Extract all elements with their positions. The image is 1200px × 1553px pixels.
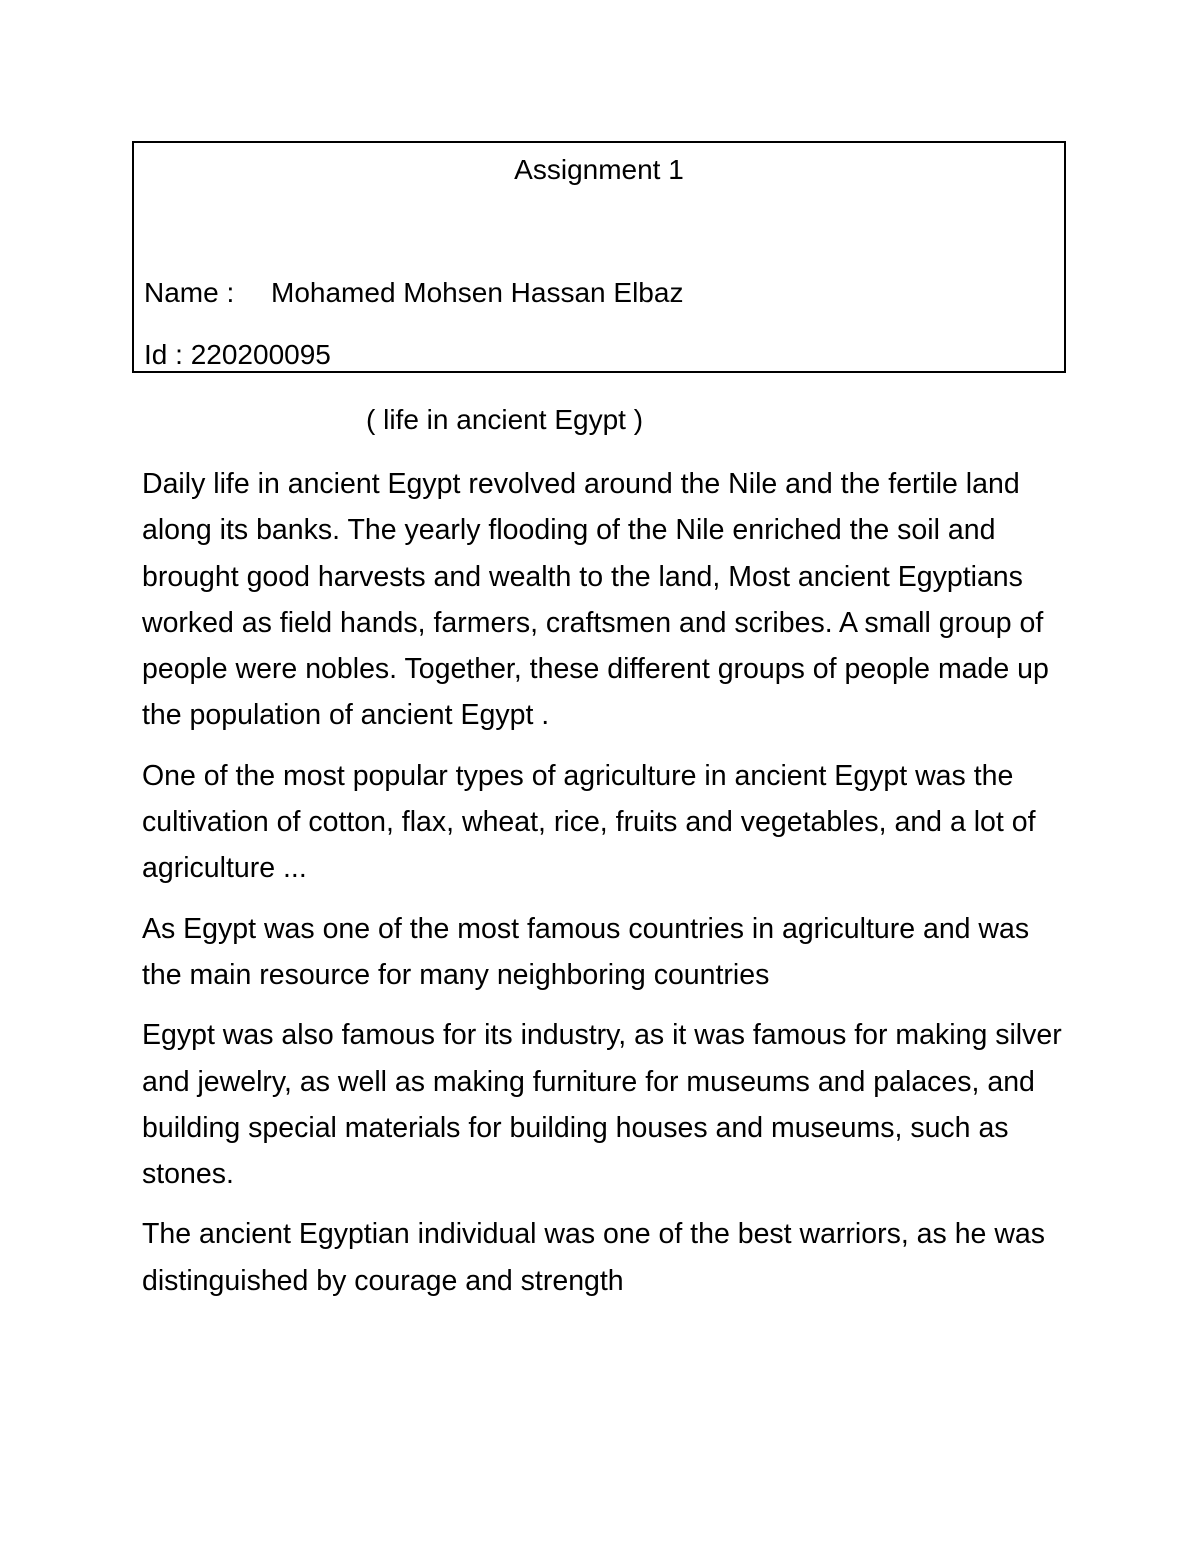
paragraph-famous-agriculture: As Egypt was one of the most famous countries in agriculture and was the main resource for many neighboring countries: [142, 912, 1030, 991]
student-name: Mohamed Mohsen Hassan Elbaz: [271, 277, 684, 308]
topic-title: ( life in ancient Egypt ): [366, 404, 644, 435]
paragraph-agriculture: One of the most popular types of agriculture in ancient Egypt was the cultivation of cotton, flax, wheat, rice, fruits and vegetables, and a lot of agriculture ...: [142, 759, 1036, 885]
paragraph-warriors: The ancient Egyptian individual was one of the best warriors, as he was distinguished by courage and strength: [142, 1218, 1045, 1297]
name-label: Name :: [144, 277, 235, 308]
header-box: [132, 141, 1066, 373]
student-name-line: [144, 276, 683, 310]
essay-body: [142, 461, 1072, 1318]
student-id-line: [144, 338, 331, 372]
paragraph-daily-life: Daily life in ancient Egypt revolved around the Nile and the fertile land along its banks. The yearly flooding of the Nile enriched the soil and brought good harvests and wealth to the land, Most ancient Egyptians worked as field hands, farmers, craftsmen and scribes. A small group of people were nobles. Together, these different groups of people made up the population of ancient Egypt .: [142, 468, 1049, 732]
assignment-title: Assignment 1: [514, 154, 684, 185]
paragraph-industry: Egypt was also famous for its industry, as it was famous for making silver and jewelry, as well as making furniture for museums and palaces, and building special materials for building houses and museums, such as stones.: [142, 1019, 1062, 1191]
student-id: 220200095: [190, 339, 331, 370]
id-label: Id :: [144, 339, 183, 370]
